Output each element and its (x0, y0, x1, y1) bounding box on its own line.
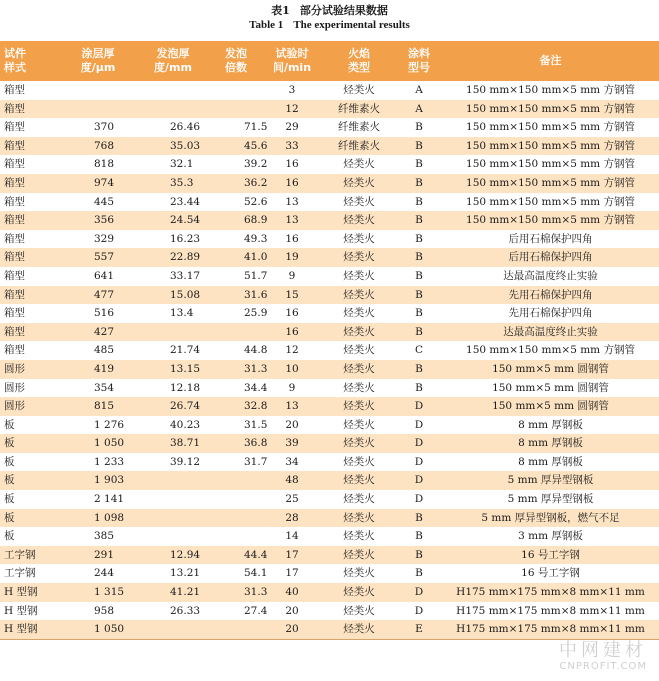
cell-coating-thickness: 2 141 (94, 493, 125, 506)
cell-coating-model: B (415, 567, 423, 580)
cell-foam-ratio: 45.6 (244, 139, 268, 152)
cell-coating-thickness: 445 (94, 195, 115, 208)
cell-foam-thickness: 13.21 (170, 567, 201, 580)
cell-coating-model: B (415, 158, 423, 171)
cell-fire-type: 烃类火 (343, 176, 375, 189)
cell-coating-model: E (396, 620, 442, 639)
cell-coating-thickness: 1 233 (94, 455, 125, 468)
cell-foam-thickness: 38.71 (170, 437, 201, 450)
cell-fire-type: 烃类火 (343, 232, 375, 245)
cell-coating-model: B (415, 232, 423, 245)
cell-specimen-type: 板 (4, 511, 15, 524)
table-row (0, 174, 659, 193)
cell-remarks: H175 mm×175 mm×8 mm×11 mm (442, 620, 659, 639)
cell-coating-thickness: 958 (94, 604, 115, 617)
cell-remarks: 150 mm×150 mm×5 mm 方钢管 (466, 195, 635, 208)
cell-test-time: 12 (285, 102, 299, 115)
cell-foam-ratio: 54.1 (244, 567, 268, 580)
cell-coating-thickness: 768 (94, 139, 115, 152)
cell-foam-thickness (136, 490, 210, 509)
cell-remarks: 5 mm 厚异型钢板 (507, 493, 594, 506)
cell-coating-model: B (415, 362, 423, 375)
cell-coating-model: B (415, 511, 423, 524)
cell-test-time: 12 (285, 344, 299, 357)
cell-fire-type: 烃类火 (343, 586, 375, 599)
cell-coating-model: D (414, 474, 424, 487)
cell-test-time: 13 (285, 400, 299, 413)
cell-specimen-type: 箱型 (4, 307, 25, 320)
table-row (0, 416, 659, 435)
cell-fire-type: 烃类火 (343, 548, 375, 561)
cell-test-time: 9 (288, 381, 296, 394)
cell-coating-model: A (415, 84, 423, 96)
cell-test-time: 13 (285, 195, 299, 208)
cell-foam-ratio: 52.6 (244, 195, 268, 208)
cell-fire-type: 烃类火 (343, 437, 375, 450)
cell-fire-type: 烃类火 (322, 620, 396, 639)
cell-specimen-type: 箱型 (4, 269, 25, 282)
table-row (0, 379, 659, 398)
cell-remarks: H175 mm×175 mm×8 mm×11 mm (456, 604, 645, 617)
cell-coating-thickness (60, 81, 136, 100)
cell-test-time: 13 (285, 214, 299, 227)
cell-coating-thickness: 329 (94, 232, 115, 245)
cell-foam-thickness: 23.44 (170, 195, 201, 208)
cell-foam-thickness: 13.4 (170, 307, 194, 320)
cell-remarks: 150 mm×5 mm 圆钢管 (492, 362, 609, 375)
cell-test-time: 16 (285, 158, 299, 171)
watermark-en: CNPROFIT.COM (559, 661, 647, 672)
cell-coating-thickness: 244 (94, 567, 115, 580)
cell-test-time: 9 (288, 269, 296, 282)
cell-coating-model: B (415, 548, 423, 561)
results-table (0, 41, 659, 640)
header-test-time: 试验时 间/min (272, 47, 312, 74)
cell-foam-thickness (136, 100, 210, 119)
cell-remarks: 16 号工字钢 (521, 548, 580, 561)
cell-fire-type: 纤维素火 (338, 102, 380, 115)
cell-foam-thickness: 39.12 (170, 455, 201, 468)
cell-foam-thickness: 15.08 (170, 288, 201, 301)
table-row (0, 620, 659, 639)
cell-foam-thickness: 26.33 (170, 604, 201, 617)
cell-fire-type: 烃类火 (343, 604, 375, 617)
cell-coating-model: B (415, 530, 423, 543)
cell-test-time: 16 (285, 325, 299, 338)
table-row (0, 230, 659, 249)
cell-test-time: 17 (285, 548, 299, 561)
cell-coating-model: D (414, 455, 424, 468)
cell-specimen-type: 板 (4, 437, 15, 450)
cell-foam-ratio: 71.5 (244, 121, 268, 134)
cell-foam-ratio: 41.0 (244, 251, 268, 264)
cell-fire-type: 烃类火 (343, 288, 375, 301)
cell-test-time: 16 (285, 232, 299, 245)
cell-remarks: H175 mm×175 mm×8 mm×11 mm (456, 586, 645, 599)
cell-fire-type: 烃类火 (343, 362, 375, 375)
cell-coating-thickness: 477 (94, 288, 115, 301)
cell-coating-thickness: 1 050 (94, 437, 125, 450)
cell-specimen-type: 箱型 (4, 214, 25, 227)
table-row (0, 81, 659, 100)
watermark-cn: 中网建材 (559, 640, 647, 661)
cell-test-time: 16 (285, 307, 299, 320)
cell-foam-ratio: 31.7 (244, 455, 268, 468)
cell-coating-thickness: 1 315 (94, 586, 125, 599)
cell-foam-ratio: 32.8 (244, 400, 268, 413)
cell-fire-type: 烃类火 (343, 418, 375, 431)
cell-coating-thickness: 815 (94, 400, 115, 413)
cell-specimen-type: 箱型 (4, 325, 25, 338)
cell-test-time: 20 (285, 418, 299, 431)
cell-foam-ratio (210, 471, 262, 490)
cell-coating-model: B (415, 251, 423, 264)
cell-coating-model: B (415, 195, 423, 208)
cell-specimen-type: 箱型 (4, 288, 25, 301)
cell-coating-model: D (414, 418, 424, 431)
cell-coating-thickness: 1 903 (94, 474, 125, 487)
cell-fire-type: 烃类火 (343, 325, 375, 338)
caption-cn (0, 4, 659, 18)
table-row (0, 118, 659, 137)
cell-coating-model: D (414, 586, 424, 599)
cell-remarks: 16 号工字钢 (521, 567, 580, 580)
cell-coating-thickness: 291 (94, 548, 115, 561)
cell-foam-thickness: 40.23 (170, 418, 201, 431)
cell-remarks: 8 mm 厚钢板 (518, 437, 583, 450)
header-coating-thickness: 涂层厚 度/μm (80, 47, 116, 74)
cell-fire-type: 纤维素火 (338, 139, 380, 152)
cell-test-time: 20 (262, 620, 322, 639)
cell-fire-type: 烃类火 (343, 84, 375, 96)
cell-specimen-type: 箱型 (4, 84, 25, 96)
cell-foam-thickness: 26.46 (170, 121, 201, 134)
cell-test-time: 15 (285, 288, 299, 301)
cell-coating-thickness: 427 (94, 325, 115, 338)
cell-test-time: 48 (285, 474, 299, 487)
cell-foam-thickness (136, 81, 210, 100)
cell-coating-model: B (415, 214, 423, 227)
watermark (559, 641, 647, 673)
header-foam-ratio: 发泡 倍数 (225, 47, 247, 74)
cell-test-time: 16 (285, 176, 299, 189)
table-row (0, 471, 659, 490)
table-row (0, 527, 659, 546)
cell-foam-ratio (210, 527, 262, 546)
cell-coating-thickness: 974 (94, 176, 115, 189)
cell-coating-thickness: 516 (94, 307, 115, 320)
cell-specimen-type: 箱型 (4, 102, 25, 115)
cell-foam-thickness: 24.54 (170, 214, 201, 227)
table-row (0, 341, 659, 360)
cell-specimen-type: H 型钢 (0, 620, 60, 639)
cell-remarks: 150 mm×150 mm×5 mm 方钢管 (466, 84, 635, 96)
cell-foam-ratio: 49.3 (244, 232, 268, 245)
cell-fire-type: 烃类火 (343, 530, 375, 543)
cell-coating-thickness: 641 (94, 269, 115, 282)
cell-specimen-type: H 型钢 (4, 604, 38, 617)
table-row (0, 546, 659, 565)
cell-fire-type: 烃类火 (343, 195, 375, 208)
cell-remarks: 150 mm×150 mm×5 mm 方钢管 (466, 121, 635, 134)
cell-foam-ratio: 31.3 (244, 586, 268, 599)
cell-specimen-type: H 型钢 (4, 586, 38, 599)
table-row (0, 304, 659, 323)
table-row (0, 248, 659, 267)
cell-remarks: 达最高温度终止实验 (503, 325, 598, 338)
table-row (0, 137, 659, 156)
cell-specimen-type: 板 (4, 455, 15, 468)
caption-cn-title: 部分试验结果数据 (299, 4, 388, 17)
cell-remarks: 后用石棉保护四角 (508, 232, 593, 245)
cell-foam-ratio: 44.4 (244, 548, 268, 561)
cell-specimen-type: 工字钢 (4, 548, 36, 561)
cell-foam-thickness (136, 527, 210, 546)
cell-foam-thickness: 33.17 (170, 269, 201, 282)
cell-foam-thickness: 32.1 (170, 158, 194, 171)
table-row (0, 490, 659, 509)
header-row (0, 41, 659, 81)
header-coating-model: 涂料 型号 (408, 47, 430, 74)
cell-fire-type: 烃类火 (343, 381, 375, 394)
cell-foam-ratio (210, 490, 262, 509)
cell-test-time: 20 (285, 604, 299, 617)
cell-foam-thickness: 41.21 (170, 586, 201, 599)
table-row (0, 360, 659, 379)
cell-foam-ratio: 31.3 (244, 362, 268, 375)
table-row (0, 397, 659, 416)
cell-specimen-type: 箱型 (4, 344, 25, 357)
table-row (0, 286, 659, 305)
cell-coating-thickness: 1 276 (94, 418, 125, 431)
cell-foam-ratio: 36.8 (244, 437, 268, 450)
cell-foam-thickness (136, 509, 210, 528)
cell-foam-thickness (136, 471, 210, 490)
cell-coating-model: D (414, 437, 424, 450)
table-row (0, 509, 659, 528)
cell-test-time: 39 (285, 437, 299, 450)
cell-test-time: 14 (285, 530, 299, 543)
cell-coating-thickness: 485 (94, 344, 115, 357)
cell-remarks: 150 mm×150 mm×5 mm 方钢管 (466, 102, 635, 115)
cell-coating-thickness: 1 050 (60, 620, 136, 639)
cell-specimen-type: 箱型 (4, 251, 25, 264)
cell-fire-type: 烃类火 (343, 455, 375, 468)
cell-coating-model: D (414, 400, 424, 413)
cell-foam-ratio: 36.2 (244, 176, 268, 189)
cell-test-time: 3 (288, 84, 296, 96)
cell-foam-thickness: 35.3 (170, 176, 194, 189)
cell-specimen-type: 工字钢 (4, 567, 36, 580)
cell-test-time: 40 (285, 586, 299, 599)
cell-remarks: 8 mm 厚钢板 (518, 455, 583, 468)
cell-fire-type: 烃类火 (343, 251, 375, 264)
caption-cn-label: 表1 (271, 4, 290, 17)
cell-remarks: 150 mm×5 mm 圆钢管 (492, 381, 609, 394)
cell-foam-ratio: 25.9 (244, 307, 268, 320)
cell-remarks: 8 mm 厚钢板 (518, 418, 583, 431)
cell-foam-ratio (210, 323, 262, 342)
cell-coating-model: A (415, 102, 423, 115)
cell-remarks: 后用石棉保护四角 (508, 251, 593, 264)
cell-coating-model: B (415, 381, 423, 394)
table-row (0, 211, 659, 230)
cell-test-time: 17 (285, 567, 299, 580)
cell-foam-thickness: 26.74 (170, 400, 201, 413)
cell-coating-model: B (415, 269, 423, 282)
cell-specimen-type: 箱型 (4, 121, 25, 134)
table-row (0, 434, 659, 453)
cell-test-time: 25 (285, 493, 299, 506)
cell-foam-ratio: 44.8 (244, 344, 268, 357)
caption-en-label: Table 1 (249, 19, 284, 31)
cell-foam-ratio (210, 620, 262, 639)
cell-fire-type: 烃类火 (343, 158, 375, 171)
cell-specimen-type: 板 (4, 418, 15, 431)
table-row (0, 193, 659, 212)
cell-foam-ratio: 31.5 (244, 418, 268, 431)
cell-coating-model: B (415, 288, 423, 301)
cell-specimen-type: 箱型 (4, 158, 25, 171)
cell-fire-type: 烃类火 (343, 400, 375, 413)
table-row (0, 583, 659, 602)
cell-test-time: 28 (285, 511, 299, 524)
cell-foam-thickness (136, 323, 210, 342)
caption-en (0, 18, 659, 32)
cell-foam-ratio (210, 509, 262, 528)
table-row (0, 564, 659, 583)
cell-specimen-type: 圆形 (4, 362, 25, 375)
cell-coating-model: B (415, 139, 423, 152)
cell-fire-type: 烃类火 (343, 269, 375, 282)
cell-test-time: 19 (285, 251, 299, 264)
cell-specimen-type: 箱型 (4, 176, 25, 189)
cell-foam-thickness: 12.18 (170, 381, 201, 394)
cell-specimen-type: 箱型 (4, 195, 25, 208)
cell-foam-thickness: 16.23 (170, 232, 201, 245)
cell-remarks: 150 mm×150 mm×5 mm 方钢管 (466, 344, 635, 357)
cell-remarks: 达最高温度终止实验 (503, 269, 598, 282)
cell-coating-model: B (415, 307, 423, 320)
cell-fire-type: 烃类火 (343, 493, 375, 506)
cell-coating-thickness: 557 (94, 251, 115, 264)
cell-remarks: 150 mm×150 mm×5 mm 方钢管 (466, 176, 635, 189)
cell-coating-thickness: 1 098 (94, 511, 125, 524)
table-body (0, 81, 659, 639)
cell-specimen-type: 圆形 (4, 381, 25, 394)
cell-remarks: 5 mm 厚异型钢板 (507, 474, 594, 487)
table-row (0, 100, 659, 119)
cell-foam-ratio: 68.9 (244, 214, 268, 227)
cell-foam-thickness: 13.15 (170, 362, 201, 375)
cell-remarks: 150 mm×5 mm 圆钢管 (492, 400, 609, 413)
cell-coating-model: B (415, 325, 423, 338)
cell-foam-thickness (136, 620, 210, 639)
table-row (0, 453, 659, 472)
cell-coating-thickness: 354 (94, 381, 115, 394)
table-caption (0, 4, 659, 32)
cell-foam-ratio (210, 100, 262, 119)
cell-foam-ratio (210, 81, 262, 100)
cell-foam-ratio: 39.2 (244, 158, 268, 171)
cell-fire-type: 烃类火 (343, 307, 375, 320)
table-row (0, 155, 659, 174)
cell-specimen-type: 板 (4, 493, 15, 506)
cell-fire-type: 烃类火 (343, 567, 375, 580)
header-specimen-type: 试件 样式 (4, 47, 26, 74)
cell-coating-thickness (60, 100, 136, 119)
header-fire-type: 火焰 类型 (348, 47, 370, 74)
header-remarks: 备注 (539, 54, 562, 67)
cell-test-time: 10 (285, 362, 299, 375)
cell-coating-model: D (414, 493, 424, 506)
cell-coating-thickness: 818 (94, 158, 115, 171)
cell-remarks: 3 mm 厚钢板 (518, 530, 583, 543)
cell-fire-type: 烃类火 (343, 474, 375, 487)
table-row (0, 323, 659, 342)
cell-foam-ratio: 31.6 (244, 288, 268, 301)
cell-specimen-type: 板 (4, 474, 15, 487)
table-row (0, 267, 659, 286)
cell-foam-thickness: 22.89 (170, 251, 201, 264)
cell-test-time: 34 (285, 455, 299, 468)
cell-coating-thickness: 385 (94, 530, 115, 543)
cell-foam-ratio: 51.7 (244, 269, 268, 282)
cell-coating-thickness: 370 (94, 121, 115, 134)
cell-remarks: 150 mm×150 mm×5 mm 方钢管 (466, 214, 635, 227)
cell-fire-type: 烃类火 (343, 511, 375, 524)
cell-coating-model: C (414, 344, 424, 357)
cell-coating-model: B (415, 176, 423, 189)
table-row (0, 602, 659, 621)
cell-remarks: 150 mm×150 mm×5 mm 方钢管 (466, 158, 635, 171)
caption-en-title: The experimental results (293, 19, 410, 31)
cell-test-time: 33 (285, 139, 299, 152)
cell-specimen-type: 板 (4, 530, 15, 543)
cell-foam-ratio: 27.4 (244, 604, 268, 617)
cell-coating-thickness: 356 (94, 214, 115, 227)
cell-specimen-type: 箱型 (4, 232, 25, 245)
cell-fire-type: 烃类火 (343, 344, 375, 357)
cell-specimen-type: 圆形 (4, 400, 25, 413)
header-foam-thickness: 发泡厚 度/mm (154, 47, 192, 74)
cell-coating-model: B (415, 121, 423, 134)
cell-foam-thickness: 35.03 (170, 139, 201, 152)
cell-test-time: 29 (285, 121, 299, 134)
cell-remarks: 先用石棉保护四角 (508, 307, 593, 320)
cell-remarks: 先用石棉保护四角 (508, 288, 593, 301)
cell-remarks: 5 mm 厚异型钢板，燃气不足 (481, 511, 620, 524)
cell-coating-thickness: 419 (94, 362, 115, 375)
cell-coating-model: D (414, 604, 424, 617)
cell-foam-thickness: 12.94 (170, 548, 201, 561)
cell-fire-type: 纤维素火 (338, 121, 380, 134)
cell-foam-thickness: 21.74 (170, 344, 201, 357)
cell-remarks: 150 mm×150 mm×5 mm 方钢管 (466, 139, 635, 152)
cell-specimen-type: 箱型 (4, 139, 25, 152)
cell-foam-ratio: 34.4 (244, 381, 268, 394)
cell-fire-type: 烃类火 (343, 214, 375, 227)
